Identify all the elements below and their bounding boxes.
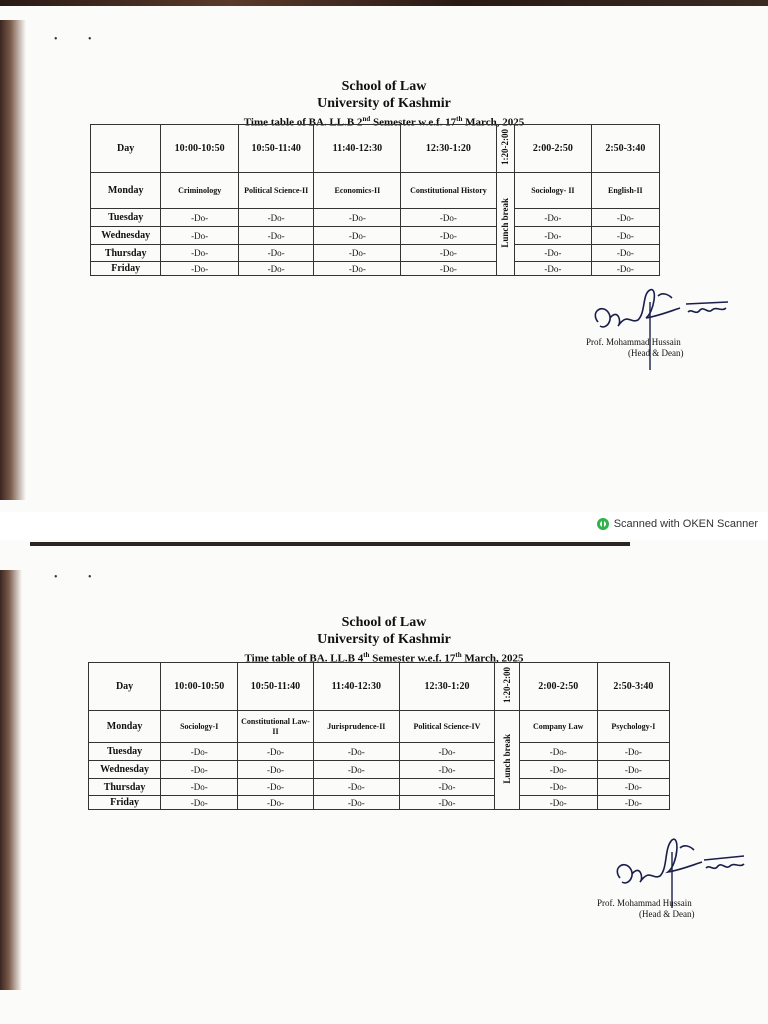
slot-header: 2:50-3:40 [597, 663, 669, 711]
slot-header: 10:50-11:40 [238, 663, 313, 711]
lunch-break-cell: Lunch break [496, 173, 515, 276]
subject-cell: -Do- [161, 779, 238, 796]
subject-cell: -Do- [597, 779, 669, 796]
subject-cell: -Do- [400, 743, 495, 761]
subject-cell: Constitutional Law-II [238, 711, 313, 743]
slot-header: 12:30-1:20 [401, 125, 496, 173]
subject-cell: -Do- [313, 743, 400, 761]
timetable-title: Time table of BA. LL.B 4th Semester w.e.f. 17th March, 2025 [244, 651, 524, 665]
subject-cell: -Do- [515, 227, 592, 245]
subject-cell: -Do- [400, 761, 495, 779]
subject-cell: -Do- [238, 245, 314, 262]
subject-cell: -Do- [313, 761, 400, 779]
subject-cell: -Do- [515, 245, 592, 262]
table-row [91, 173, 660, 209]
signatory-name: Prof. Mohammad Hussain [597, 898, 692, 908]
scan-specks: • • [54, 572, 106, 583]
subject-cell: -Do- [313, 796, 400, 810]
slot-header: 12:30-1:20 [400, 663, 495, 711]
subject-cell: -Do- [401, 262, 496, 276]
school-name: School of Law [341, 79, 427, 94]
subject-cell: -Do- [314, 262, 401, 276]
subject-cell: -Do- [400, 796, 495, 810]
slot-header: 10:00-10:50 [161, 125, 239, 173]
subject-cell: -Do- [161, 227, 239, 245]
university-name: University of Kashmir [317, 632, 451, 647]
subject-cell: -Do- [591, 227, 659, 245]
scanner-watermark [596, 517, 758, 531]
day-cell: Monday [89, 711, 161, 743]
subject-cell: -Do- [161, 761, 238, 779]
subject-cell: Economics-II [314, 173, 401, 209]
slot-header: 11:40-12:30 [313, 663, 400, 711]
document-header [0, 614, 768, 666]
subject-cell: -Do- [597, 761, 669, 779]
slot-header: 2:00-2:50 [519, 663, 597, 711]
subject-cell: English-II [591, 173, 659, 209]
university-name: University of Kashmir [317, 96, 451, 111]
table-row [91, 227, 660, 245]
signatory-role: (Head & Dean) [628, 348, 684, 358]
day-column-header: Day [91, 125, 161, 173]
document-header [0, 78, 768, 130]
subject-cell: -Do- [238, 209, 314, 227]
subject-cell: Constitutional History [401, 173, 496, 209]
subject-cell: -Do- [238, 796, 313, 810]
lunch-slot-header: 1:20-2:00 [496, 125, 515, 173]
slot-header: 2:50-3:40 [591, 125, 659, 173]
subject-cell: -Do- [519, 796, 597, 810]
subject-cell: -Do- [597, 796, 669, 810]
subject-cell: -Do- [161, 245, 239, 262]
subject-cell: -Do- [161, 743, 238, 761]
subject-cell: Company Law [519, 711, 597, 743]
subject-cell: -Do- [401, 245, 496, 262]
subject-cell: Sociology- II [515, 173, 592, 209]
lunch-slot-header: 1:20-2:00 [494, 663, 519, 711]
timetable [88, 662, 670, 810]
signatory-name: Prof. Mohammad Hussain [586, 337, 681, 347]
subject-cell: -Do- [314, 209, 401, 227]
day-cell: Tuesday [89, 743, 161, 761]
school-name: School of Law [341, 615, 427, 630]
subject-cell: -Do- [519, 743, 597, 761]
subject-cell: -Do- [591, 209, 659, 227]
slot-header: 2:00-2:50 [515, 125, 592, 173]
subject-cell: Sociology-I [161, 711, 238, 743]
subject-cell: -Do- [314, 245, 401, 262]
subject-cell: -Do- [597, 743, 669, 761]
day-cell: Monday [91, 173, 161, 209]
subject-cell: -Do- [238, 779, 313, 796]
lunch-break-cell: Lunch break [494, 711, 519, 810]
scanner-label: Scanned with OKEN Scanner [613, 518, 758, 530]
timetable [90, 124, 660, 276]
subject-cell: Political Science-II [238, 173, 314, 209]
slot-header: 10:50-11:40 [238, 125, 314, 173]
subject-cell: -Do- [238, 761, 313, 779]
slot-header: 10:00-10:50 [161, 663, 238, 711]
subject-cell: -Do- [238, 227, 314, 245]
subject-cell: -Do- [515, 209, 592, 227]
subject-cell: -Do- [400, 779, 495, 796]
subject-cell: Jurisprudence-II [313, 711, 400, 743]
subject-cell: Psychology-I [597, 711, 669, 743]
table-row [91, 262, 660, 276]
subject-cell: Political Science-IV [400, 711, 495, 743]
subject-cell: -Do- [591, 262, 659, 276]
table-row [91, 209, 660, 227]
day-cell: Thursday [91, 245, 161, 262]
signatory-block [586, 337, 683, 359]
subject-cell: -Do- [519, 761, 597, 779]
slot-header: 11:40-12:30 [314, 125, 401, 173]
signatory-block [597, 898, 694, 920]
day-column-header: Day [89, 663, 161, 711]
scanned-page-2 [0, 540, 768, 1024]
page-edge-top [0, 0, 768, 6]
subject-cell: -Do- [161, 796, 238, 810]
subject-cell: -Do- [313, 779, 400, 796]
subject-cell: -Do- [238, 262, 314, 276]
table-row [91, 245, 660, 262]
subject-cell: -Do- [161, 262, 239, 276]
signatory-role: (Head & Dean) [639, 909, 695, 919]
subject-cell: -Do- [401, 227, 496, 245]
subject-cell: -Do- [161, 209, 239, 227]
day-cell: Wednesday [89, 761, 161, 779]
oken-scanner-icon [596, 517, 610, 531]
day-cell: Tuesday [91, 209, 161, 227]
subject-cell: -Do- [591, 245, 659, 262]
page-edge-top [30, 542, 630, 546]
table-row [89, 711, 670, 743]
day-cell: Friday [89, 796, 161, 810]
subject-cell: Criminology [161, 173, 239, 209]
subject-cell: -Do- [515, 262, 592, 276]
day-cell: Thursday [89, 779, 161, 796]
subject-cell: -Do- [401, 209, 496, 227]
table-row [89, 761, 670, 779]
scan-specks: • • [54, 34, 106, 45]
subject-cell: -Do- [519, 779, 597, 796]
subject-cell: -Do- [314, 227, 401, 245]
day-cell: Wednesday [91, 227, 161, 245]
table-row [89, 796, 670, 810]
table-row [89, 743, 670, 761]
table-row [89, 779, 670, 796]
day-cell: Friday [91, 262, 161, 276]
subject-cell: -Do- [238, 743, 313, 761]
timetable-title: Time table of BA. LL.B 2nd Semester w.e.f. 17th March, 2025 [243, 115, 525, 129]
